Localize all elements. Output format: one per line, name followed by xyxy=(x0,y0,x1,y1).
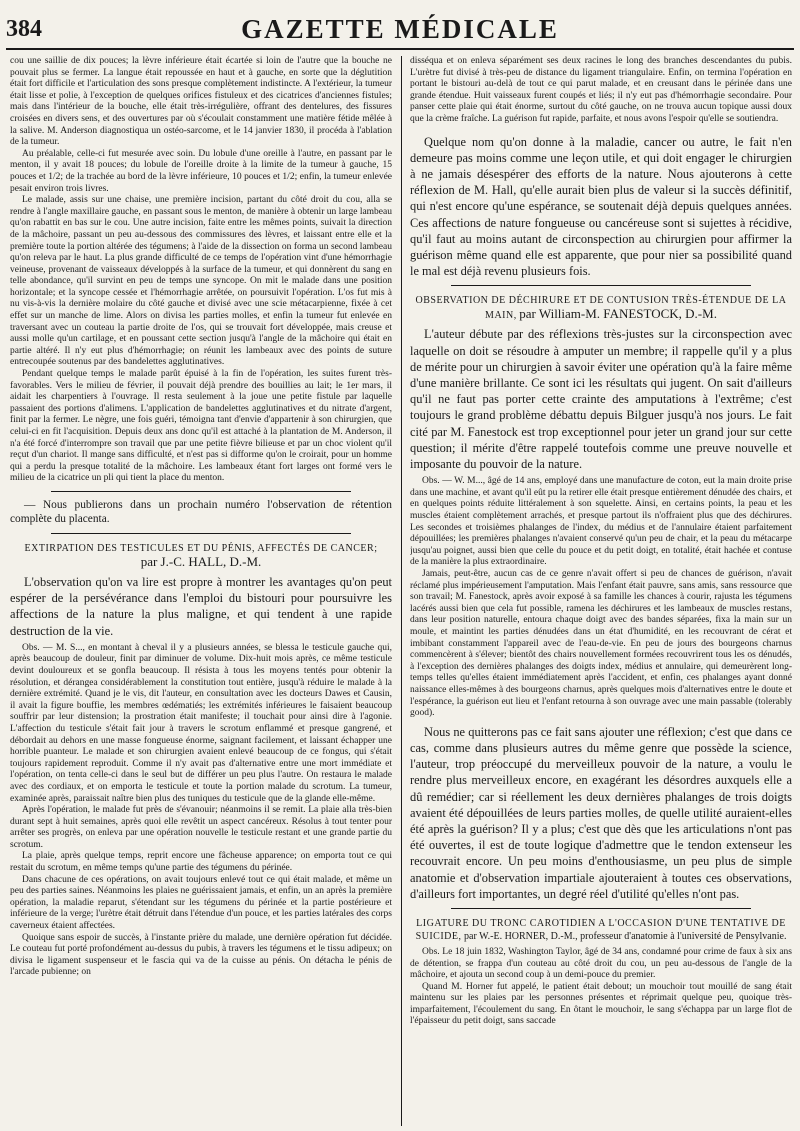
paragraph: Le malade, assis sur une chaise, une première incision, partant du côté droit du cou, alla se rendre à l'angle maxillaire gauche, en passant sous le menton, de manière à obtenir un large lambeau qu'on rabattit en bas sur le cou. Une autre incision, faite entre les mêmes points, suivait la direction de la mâchoire, passant un peu au-dessous des commissures des lèvres, et laissant entre elle et la première toute la portion altérée des tégumens; à l'aide de la dissection on forma un second lambeau qu'on releva par le haut. La plus grande difficulté de ce temps de l'opération vint d'une hémorrhagie veineuse, provenant de vaisseaux développés à la surface de la tumeur, et qui donnèrent du sang en telle abondance, qu'il survint en peu de temps une syncope. On mit le malade dans une position horizontale; et la syncope cessée et l'hémorrhagie arrêtée, on poursuivit l'opération. L'os fut mis à nu vis-à-vis la dernière molaire du côté gauche et divisé avec une scie métacarpienne, fixée à cet effet sur un manche de lime. Alors on divisa les parties molles, et enfin la tumeur fut enlevée en traversant avec un couteau la partie droite de l'os, qui se trouvait fort développée, mais creuse et aussi molle qu'un cartilage, et en poussant cette section jusqu'à l'angle de la mâchoire qui était en partie altéré. Il n'y eut plus d'hémorrhagie; on réunit les lambeaux avec des points de suture entrecoupée soutenus par des bandelettes agglutinatives. xyxy=(10,195,392,368)
paragraph: Quand M. Horner fut appelé, le patient était debout; un mouchoir tout mouillé de sang était maintenu sur les plaies par les personnes présentes et réprimait quelque peu, quoique très-imparfaitement, l'écoulement du sang. En ôtant le mouchoir, le sang s'échappa par un large flot de l'épaisseur du petit doigt, sans saccade xyxy=(410,981,792,1027)
article-title xyxy=(410,294,792,322)
section-rule xyxy=(451,285,751,286)
paragraph: disséqua et on enleva séparément ses deux racines le long des branches descendantes du pubis. L'urètre fut divisé à très-peu de distance du ligament triangulaire. Enfin, on termina l'opération en portant le bistouri au-delà de tout ce qui parut malade, et en creusant dans le périnée dans une grande étendue. Huit vaisseaux furent coupés et liés; il n'y eut pas d'hémorrhagie secondaire. Pour panser cette plaie qui était énorme, surtout du côté gauche, on ne trouva aucun topique aussi doux que la crème fraîche. La guérison fut rapide, parfaite, et nous avons l'espoir qu'elle se soutiendra. xyxy=(410,56,792,124)
article-author: par J.-C. HALL, D.-M. xyxy=(140,553,262,569)
paragraph: Quoique sans espoir de succès, à l'instante prière du malade, une dernière opération fut décidée. Le couteau fut porté profondément au-dessus du pubis, à travers les tégumens et le tissu adipeux; on divisa le ligament suspenseur et le fascia qui va de la cuisse au pénis. On détacha le pénis de l'arcade pubienne; on xyxy=(10,932,392,978)
article-title-text: OBSERVATION DE DÉCHIRURE ET DE CONTUSION TRÈS-ÉTENDUE DE LA MAIN, xyxy=(415,295,787,322)
section-rule xyxy=(51,533,351,534)
article-title xyxy=(410,917,792,943)
paragraph: Après l'opération, le malade fut près de s'évanouir; néanmoins il se remit. La plaie alla très-bien durant sept à huit semaines, après quoi elle revêtit un aspect cancéreux. Résolus à tout tenter pour arrêter ses progrès, on enleva par une opération nouvelle le testicule restant et une grande partie du scrotum. xyxy=(10,805,392,850)
article-title-text: EXTIRPATION DES TESTICULES ET DU PÉNIS, AFFECTÉS DE CANCER; xyxy=(24,542,378,554)
article-author: par W.-E. HORNER, D.-M., professeur d'anatomie à l'université de Pensylvanie. xyxy=(464,930,787,942)
paragraph: Jamais, peut-être, aucun cas de ce genre n'avait offert si peu de chances de guérison, n'avait réclamé plus impérieusement l'amputation. Mais l'enfant était pauvre, sans amis, sans ressource que son travail; M. Fanestock, après avoir exposé à sa famille les chances à courir, rajusta les tégumens lacérés aussi bien que cela fut possible, ramena les déchirures et les lambeaux de muscles restans, dans leur position naturelle, entoura chaque doigt avec des bandes séparées, fixa la main sur un moule, et maintint les parties dénudées dans un état d'humidité, en les recouvrant de cérat et imbibant constamment l'appareil avec de l'eau-de-vie. En peu de jours des bourgeons charnus commencèrent à s'élever; bientôt des chairs nouvellement formées recouvrirent tous les os dénudés, à l'exception des dernières phalanges des doigts index, médius et annulaire, qui demeurèrent long-temps telles qu'elles étaient immédiatement après l'accident, et enfin, ces phalanges ayant donné naissance elles-mêmes à des bourgeons charnus, après quelques mois d'alternatives entre le doute et l'espérance, la guérison eut lieu et l'enfant retourna à son ouvrage avec une main passable (tolerably good). xyxy=(410,568,792,719)
article-intro: L'auteur débute par des réflexions très-justes sur la circonspection avec laquelle on doit se résoudre à amputer un membre; il rappelle qu'il y a plus de mérite pour un chirurgien à savoir éviter une opération qu'à la faire même d'une manière brillante. Ce sont ici les résultats qui jugent. On sait d'ailleurs qu'il ne faut pas porter cette crainte des amputations à l'extrême; c'est toujours le grand problème débattu depuis Bilguer jusqu'à nos jours. Le fait cité par M. Fanestock est trop exceptionnel pour jeter un grand jour sur cette question; il mérite d'être rappelé toutefois comme une preuve nouvelle et imposante du pouvoir de la nature. xyxy=(410,327,792,472)
page-number: 384 xyxy=(6,16,42,42)
paragraph: cou une saillie de dix pouces; la lèvre inférieure était écartée si loin de l'autre que la bouche ne pouvait plus se fermer. La langue était repoussée en haut et à gauche, en sorte que la déglutition était fort difficile et l'articulation des sons presque complètement indistincte. A l'extérieur, la tumeur était lisse et polie, à l'exception de quelques orifices fistuleux et des cicatrices d'anciennes fistules; mais dans l'intérieur de la bouche, elle était très-irrégulière, offrant des dentelures, des fissures croisées en divers sens, et des ouvertures par où s'écoulait constamment une matière fétide mêlée à la salive. M. Anderson diagnostiqua un ostéo-sarcome, et le 14 janvier 1830, il procéda à l'ablation de la tumeur. xyxy=(10,56,392,148)
column-divider xyxy=(401,56,402,1126)
commentary: Quelque nom qu'on donne à la maladie, cancer ou autre, le fait n'en demeure pas moins comme une leçon utile, et qui doit engager le chirurgien à ne jamais désespérer des efforts de la nature. Nous ajouterons à cette réflexion de M. Hall, qu'elle aurait bien plus de valeur si la succès définitif, qui n'est encore qu'une espérance, se soutenait déjà depuis quelques années. Ces affections de nature fongueuse ou cancéreuse sont si sujettes à récidive, qu'il faut au moins autant de circonspection au chirurgien pour affirmer la guérison même quand elle est apparente, que pour nier sa possibilité quand le mal est déjà revenu plusieurs fois. xyxy=(410,134,792,279)
article-title xyxy=(10,542,392,570)
right-column xyxy=(410,56,792,1126)
paragraph: Obs. Le 18 juin 1832, Washington Taylor, âgé de 34 ans, condamné pour crime de faux à six ans de détention, se frappa d'un couteau au côté droit du cou, un peu au-dessous de l'angle de la mâchoire, et ajouta un second coup à un demi-pouce du premier. xyxy=(410,946,792,981)
section-rule xyxy=(51,491,351,492)
paragraph: Pendant quelque temps le malade parût épuisé à la fin de l'opération, les suites furent très-favorables. Vers le milieu de février, il pouvait déjà prendre des bouillies au lait; le 1er mars, il aidait les charpentiers à l'ouvrage. Il resta seulement à la joue une petite fistule par laquelle passaient des portions d'alimens. L'application de bandelettes agglutinatives et du nitrate d'argent, finit par la fermer. Le nègre, une fois guéri, témoigna tant d'envie d'appartenir à son chirurgien, que celui-ci en fit l'acquisition. Depuis deux ans donc qu'il est attaché à la plantation de M. Anderson, il n'a été forcé d'interrompre son travail que par une petite fièvre bilieuse et par un choc violent qu'il reçut d'un chariot. Il mange sans difficulté, et n'est pas si difforme qu'on le croirait, pour un homme qui a perdu la presque totalité de la mâchoire. Les lambeaux étant fort larges ont formé vers le milieu de la cicatrice un pli qui tient la place du menton. xyxy=(10,369,392,484)
journal-title: GAZETTE MÉDICALE xyxy=(241,14,559,44)
left-column xyxy=(10,56,392,1126)
paragraph: Obs. — M. S..., en montant à cheval il y a plusieurs années, se blessa le testicule gauche qui, après beaucoup de douleur, finit par diminuer de volume. Dix-huit mois après, ce même testicule devint douloureux et se gonfla beaucoup. Il résista à tous les moyens tentés pour obtenir la résolution, et dérangea considérablement la constitution tout entière, jusqu'à réduire le malade à la dernière extrémité. Quand je le vis, dit l'auteur, en consultation avec les docteurs Dawes et Causin, il avait la figure bouffie, les membres œdématiés; les extrémités inférieures le faisaient beaucoup souffrir par leur distension; la prostration était manifeste; il touchait pour ainsi dire à l'agonie. L'affection du testicule s'était fait jour à travers le scrotum enflammé et presque gangrené, et débordait au dehors en une masse fongueuse énorme, saignant facilement, et laissant échapper une horrible puanteur. Le malade et son chirurgien avaient enlevé beaucoup de ce fongus, qui s'était toujours rapidement reproduit. Comme il n'y avait pas d'alternative entre une mort immédiate et l'opération, on tenta celle-ci dans le seul but de différer un peu plus l'autre. On restaura le malade avec des cordiaux, et on emporta le testicule et toute la portion malade du scrotum. La tumeur, examinée après, paraissait naître bien plus des tuniques du testicule que de la glande elle-même. xyxy=(10,642,392,804)
paragraph: Obs. — W. M..., âgé de 14 ans, employé dans une manufacture de coton, eut la main droite prise dans une machine, et avant qu'il eût pu la retirer elle était presque entièrement dénudée des chairs, et en quelques points réduite littéralement à son squelette. Ainsi, en certains points, la peau et les muscles étaient complètement arrachés, et presque partout ils n'offraient plus que des déchirures. Les secondes et troisièmes phalanges de l'index, du médius et de l'annulaire étaient parfaitement dépouillées; les premières phalanges n'avaient conservé qu'un peu de chair, et la peau du métacarpe jusqu'au poignet, aussi bien que celle du pouce et du petit doigt, en totalité, était hachée et contuse de la manière la plus extraordinaire. xyxy=(410,476,792,568)
paragraph: Au préalable, celle-ci fut mesurée avec soin. Du lobule d'une oreille à l'autre, en passant par le menton, il y avait 18 pouces; du lobule de l'oreille droite à la limite de la tumeur à gauche, 15 pouces et 1/2; de la trachée au bord de la lèvre inférieure, 10 pouces et 1/2; enfin, la tumeur enlevée pesait environ trois livres. xyxy=(10,148,392,194)
paragraph: Dans chacune de ces opérations, on avait toujours enlevé tout ce qui était malade, et même un peu des parties saines. Néanmoins les plaies ne guérissaient jamais, et enfin, un an après la première opération, la maladie reparut, s'étendant sur les tégumens du périnée et la partie postérieure et inférieure de la verge; l'urètre était détruit dans l'étendue d'un pouce, et les parties latérales des corps caverneux étaient affectées. xyxy=(10,874,392,932)
commentary: Nous ne quitterons pas ce fait sans ajouter une réflexion; c'est que dans ce cas, comme dans plusieurs autres du même genre que possède la science, l'auteur, trop préoccupé du merveilleux pouvoir de la nature, a voulu le rendre plus merveilleux encore, en exagérant les désordres auxquels elle a dû remédier; car si réellement les deux dernières phalanges de trois doigts avaient été dépouillées de leurs parties molles, de quelle utilité auraient-elles été après la guérison? Il y a plus; c'est que dès que les articulations n'ont pas été ouvertes, il est de toute logique d'admettre que le tendon extenseur les recouvrait encore. Un peu moins d'enthousiasme, un peu plus de simple anatomie et d'observation impartiale ajouteraient à toutes ces observations, d'ailleurs fort importantes, un degré réel d'utilité qu'elles n'ont pas. xyxy=(410,724,792,901)
notice-placenta: — Nous publierons dans un prochain numéro l'observation de rétention complète du placenta. xyxy=(10,498,392,526)
paragraph: La plaie, après quelque temps, reprit encore une fâcheuse apparence; on emporta tout ce qui restait du scrotum, en même temps qu'une partie des tégumens du périnée. xyxy=(10,851,392,874)
article-title-text: LIGATURE DU TRONC CAROTIDIEN A L'OCCASION D'UNE TENTATIVE DE SUICIDE, xyxy=(415,917,786,942)
article-author: par William-M. FANESTOCK, D.-M. xyxy=(519,306,717,322)
article-intro: L'observation qu'on va lire est propre à montrer les avantages qu'on peut espérer de la persévérance dans l'emploi du bistouri pour poursuivre les affections de la nature la plus maligne, et qui tendent à une rapide destruction de la vie. xyxy=(10,574,392,638)
section-rule xyxy=(451,908,751,909)
header-rule xyxy=(6,48,794,50)
